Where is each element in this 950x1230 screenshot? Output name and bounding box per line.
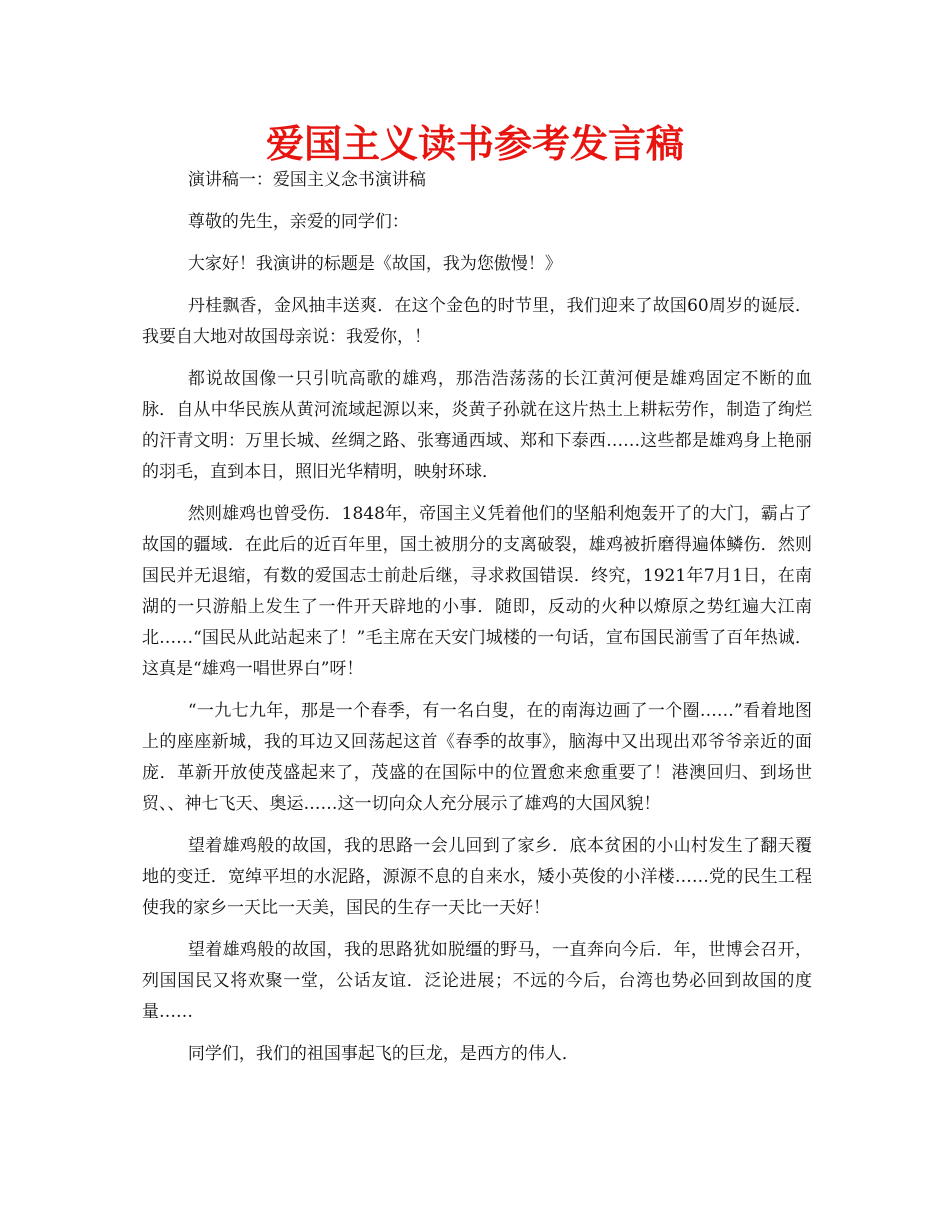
paragraph: “一九七九年，那是一个春季，有一名白叟，在的南海边画了一个圈……”看着地图上的座座新城，我的耳边又回荡起这首《春季的故事》，脑海中又出现出邓爷爷亲近的面庞．革新开放使茂盛起来了，茂盛的在国际中的位置愈来愈重要了！港澳回归、到场世贸、、神七飞天、奥运……这一切向众人充分展示了雄鸡的大国风貌！ [142,701,812,814]
paragraph-greeting: 大家好！我演讲的标题是《故国，我为您傲慢！》 [187,254,562,274]
document-body [142,165,812,1070]
paragraph: 都说故国像一只引吭高歌的雄鸡，那浩浩荡荡的长江黄河便是雄鸡固定不断的血脉．自从中华民族从黄河流域起源以来，炎黄子孙就在这片热土上耕耘劳作，制造了绚烂的汗青文明：万里长城、丝绸之路、张骞通西域、郑和下泰西……这些都是雄鸡身上艳丽的羽毛，直到本日，照旧光华精明，映射环球． [142,369,812,482]
paragraph: 然则雄鸡也曾受伤．1848年，帝国主义凭着他们的坚船利炮轰开了的大门，霸占了故国的疆域．在此后的近百年里，国土被朋分的支离破裂，雄鸡被折磨得遍体鳞伤．然则国民并无退缩，有数的爱国志士前赴后继，寻求救国错误．终究，1921年7月1日，在南湖的一只游船上发生了一件开天辟地的小事．随即，反动的火种以燎原之势红遍大江南北……“国民从此站起来了！”毛主席在天安门城楼的一句话，宣布国民湔雪了百年热诚．这真是“雄鸡一唱世界白”呀！ [142,504,812,679]
paragraph: 望着雄鸡般的故国，我的思路一会儿回到了家乡．底本贫困的小山村发生了翻天覆地的变迁．宽绰平坦的水泥路，源源不息的自来水，矮小英俊的小洋楼……党的民生工程使我的家乡一天比一天美，国民的生存一天比一天好！ [142,836,812,918]
paragraph: 望着雄鸡般的故国，我的思路犹如脱缰的野马，一直奔向今后．年，世博会召开，列国国民又将欢聚一堂，公话友谊．泛论进展；不远的今后，台湾也势必回到故国的度量…… [142,940,812,1022]
document-title: 爱国主义读书参考发言稿 [265,122,684,166]
paragraph-salutation: 尊敬的先生，亲爱的同学们： [187,212,409,232]
paragraph: 同学们，我们的祖国事起飞的巨龙，是西方的伟人． [187,1044,579,1064]
paragraph: 丹桂飘香，金风抽丰送爽．在这个金色的时节里，我们迎来了故国60周岁的诞辰．我要自大地对故国母亲说：我爱你，！ [142,296,812,347]
paragraph-subtitle: 演讲稿一：爱国主义念书演讲稿 [187,170,426,190]
